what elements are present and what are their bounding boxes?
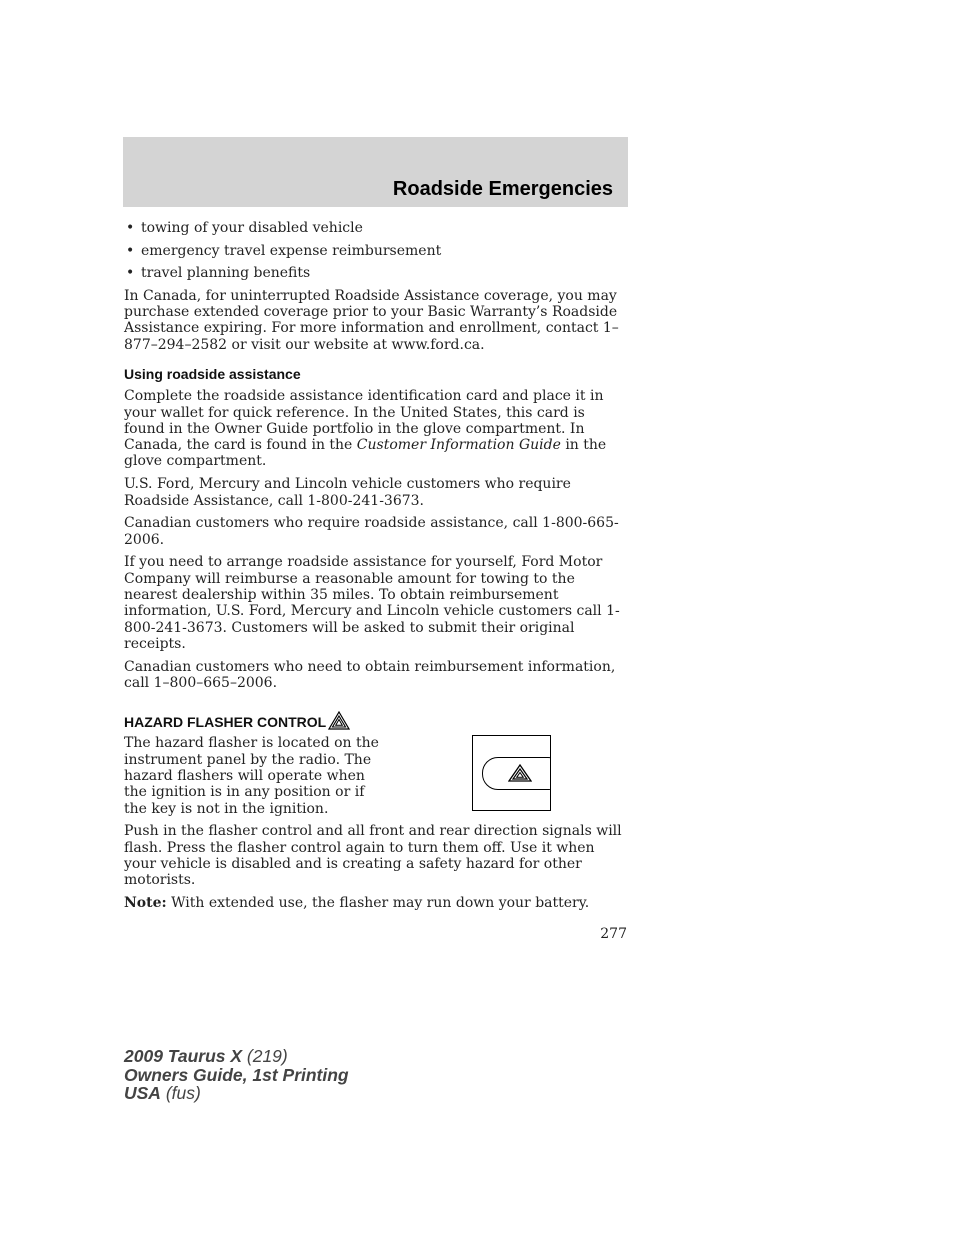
bullet-icon: • [126, 242, 135, 259]
document-footer [124, 1047, 349, 1103]
coverage-list [124, 220, 629, 281]
battery-note: Note: With extended use, the flasher may run down your battery. [124, 894, 590, 911]
section-title: Roadside Emergencies [392, 178, 613, 200]
bullet-icon: • [126, 220, 135, 236]
footer-line-market: USA (fus) [124, 1083, 201, 1103]
bullet-icon: • [126, 265, 135, 282]
using-roadside-heading: Using roadside assistance [124, 365, 301, 382]
section-header-band [123, 137, 628, 207]
hazard-button-drawing [482, 757, 551, 790]
list-item: • towing of your disabled vehicle [126, 220, 363, 236]
footer-line-model: 2009 Taurus X (219) [124, 1046, 288, 1066]
reimbursement-paragraph: If you need to arrange roadside assistance for yourself, Ford Motor Company will reimburse a reasonable amount for towing to the nearest dealership within 35 miles. To obtain reimbursement information, U.S. Ford, Mercury and Lincoln vehicle customers call 1-800-241-3673. Customers will be asked to submit their original receipts. [124, 554, 620, 652]
hazard-warning-icon [328, 711, 350, 730]
hazard-location-paragraph: The hazard flasher is located on the instrument panel by the radio. The hazard flashers will operate when the ignition is in any position or if the key is not in the ignition. [124, 735, 379, 817]
list-item: • emergency travel expense reimbursement [126, 242, 442, 259]
list-item: • travel planning benefits [126, 265, 311, 282]
page-number: 277 [600, 926, 627, 942]
canada-coverage-paragraph: In Canada, for uninterrupted Roadside Assistance coverage, you may purchase extended coverage prior to your Basic Warranty’s Roadside Assistance expiring. For more information and enrollment, contact 1–877–294–2582 or visit our website at www.ford.ca. [124, 287, 619, 353]
footer-line-printing: Owners Guide, 1st Printing [124, 1064, 349, 1085]
canadian-reimbursement-paragraph: Canadian customers who need to obtain reimbursement information, call 1–800–665–2006. [124, 658, 616, 692]
hazard-flasher-block [124, 735, 629, 816]
page-content [124, 220, 629, 918]
us-customers-paragraph: U.S. Ford, Mercury and Lincoln vehicle customers who require Roadside Assistance, call 1-800-241-3673. [124, 476, 571, 509]
canadian-customers-paragraph: Canadian customers who require roadside assistance, call 1-800-665-2006. [124, 515, 619, 548]
flasher-usage-paragraph: Push in the flasher control and all front and rear direction signals will flash. Press the flasher control again to turn them off. Use it when your vehicle is disabled and is creating a safety hazard for other motorists. [124, 823, 622, 889]
id-card-paragraph: Complete the roadside assistance identification card and place it in your wallet for quick reference. In the United States, this card is found in the Owner Guide portfolio in the glove compartment. In Canada, the card is found in the Customer Information Guide in the glove compartment. [124, 388, 607, 470]
hazard-button-illustration [472, 735, 551, 811]
hazard-flasher-heading: HAZARD FLASHER CONTROL [124, 711, 629, 730]
hazard-triangle-icon [508, 764, 532, 782]
